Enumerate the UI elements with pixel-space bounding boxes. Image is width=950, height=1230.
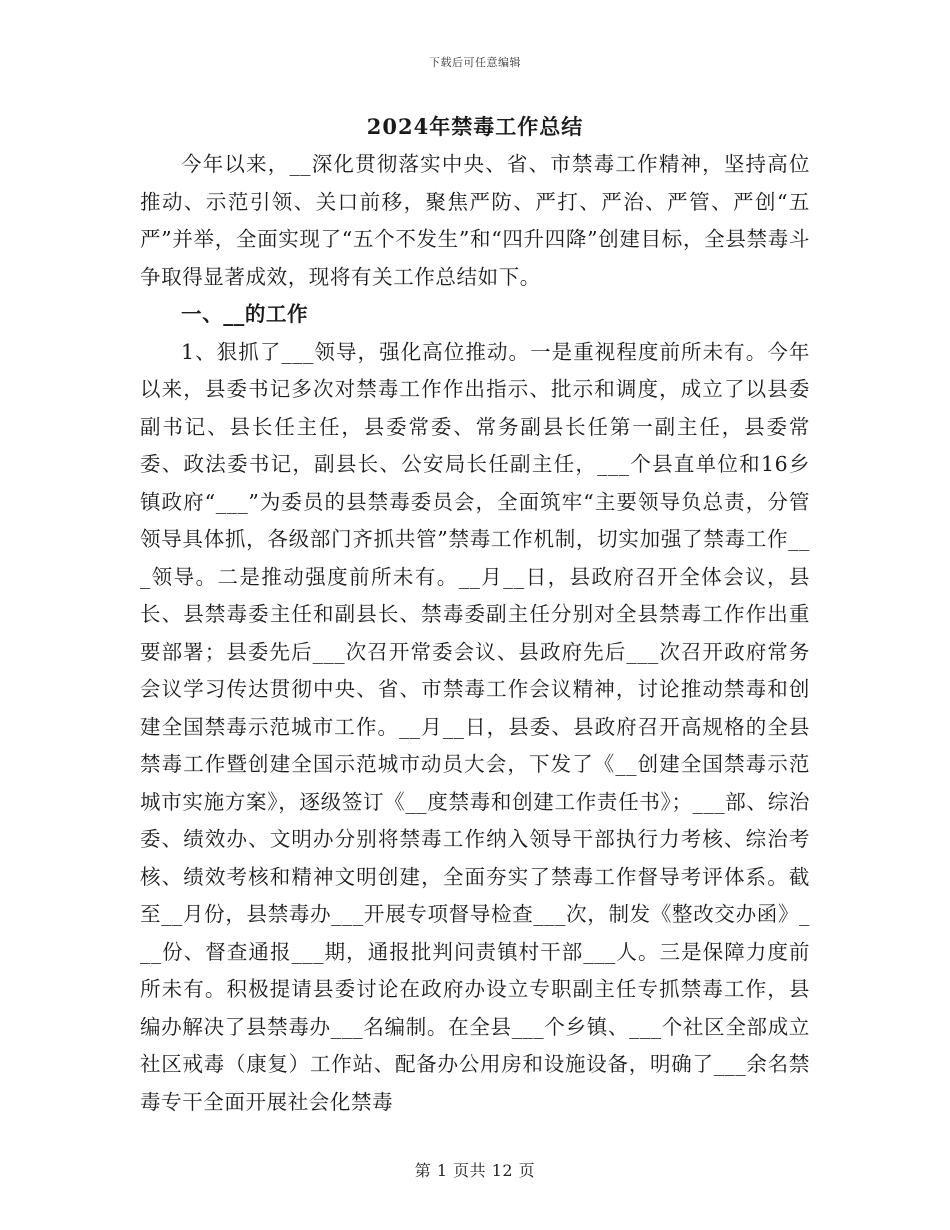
body-paragraph: 1、狠抓了___领导，强化高位推动。一是重视程度前所未有。今年以来，县委书记多次对禁毒工作作出指示、批示和调度，成立了以县委副书记、县长任主任，县委常委、常务副县长任第一副主任，县委常委、政法委书记，副县长、公安局长任副主任，___个县直单位和16乡镇政府“___”为委员的县禁毒委员会，全面筑牢“主要领导负总责，分管领导具体抓，各级部门齐抓共管”禁毒工作机制，切实加强了禁毒工作___领导。二是推动强度前所未有。__月__日，县政府召开全体会议，县长、县禁毒委主任和副县长、禁毒委副主任分别对全县禁毒工作作出重要部署；县委先后___次召开常委会议、县政府先后___次召开政府常务会议学习传达贯彻中央、省、市禁毒工作会议精神，讨论推动禁毒和创建全国禁毒示范城市工作。__月__日，县委、县政府召开高规格的全县禁毒工作暨创建全国示范城市动员大会，下发了《__创建全国禁毒示范城市实施方案》，逐级签订《__度禁毒和创建工作责任书》；___部、综治委、绩效办、文明办分别将禁毒工作纳入领导干部执行力考核、综治考核、绩效考核和精神文明创建，全面夯实了禁毒工作督导考评体系。截至__月份，县禁毒办___开展专项督导检查___次，制发《整改交办函》___份、督查通报___期，通报批判问责镇村干部___人。三是保障力度前所未有。积极提请县委讨论在政府办设立专职副主任专抓禁毒工作，县编办解决了县禁毒办___名编制。在全县___个乡镇、___个社区全部成立社区戒毒（康复）工作站、配备办公用房和设施设备，明确了___余名禁毒专干全面开展社会化禁毒 [140,339,810,1114]
page-number: 第 1 页共 12 页 [414,1161,536,1180]
section-heading: 一、__的工作 [181,302,309,326]
document-title: 2024年禁毒工作总结 [366,114,584,139]
document-body [140,112,810,1121]
header-note: 下载后可任意编辑 [429,56,521,69]
intro-paragraph: 今年以来，__深化贯彻落实中央、省、市禁毒工作精神，坚持高位推动、示范引领、关口前移，聚焦严防、严打、严治、严管、严创“五严”并举，全面实现了“五个不发生”和“四升四降”创建目标，全县禁毒斗争取得显著成效，现将有关工作总结如下。 [140,152,810,289]
